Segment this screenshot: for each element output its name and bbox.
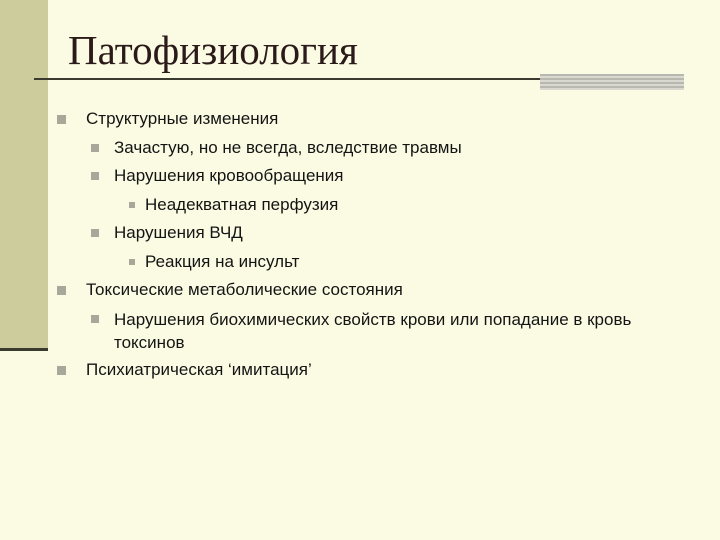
list-item-text: Психиатрическая ‘имитация’ bbox=[86, 360, 312, 379]
list-item bbox=[0, 248, 700, 277]
square-bullet-icon bbox=[57, 286, 66, 295]
square-bullet-icon bbox=[91, 144, 99, 152]
bullet-list bbox=[0, 105, 700, 385]
square-bullet-icon bbox=[129, 259, 135, 265]
title-accent-stripes bbox=[540, 74, 684, 90]
list-item-text: Неадекватная перфузия bbox=[145, 194, 339, 214]
list-item bbox=[0, 219, 674, 248]
list-item bbox=[0, 162, 674, 191]
square-bullet-icon bbox=[91, 229, 99, 237]
list-item-text: Реакция на инсульт bbox=[145, 251, 300, 271]
list-item bbox=[0, 276, 700, 305]
list-item-text: Структурные изменения bbox=[86, 109, 279, 128]
square-bullet-icon bbox=[129, 202, 135, 208]
list-item-text: Токсические метаболические состояния bbox=[86, 280, 403, 299]
list-item-text: Нарушения ВЧД bbox=[114, 223, 243, 242]
square-bullet-icon bbox=[91, 172, 99, 180]
list-item bbox=[0, 305, 674, 357]
square-bullet-icon bbox=[57, 115, 66, 124]
slide-title: Патофизиология bbox=[68, 27, 358, 73]
square-bullet-icon bbox=[91, 315, 99, 323]
square-bullet-icon bbox=[57, 366, 66, 375]
list-item-text: Зачастую, но не всегда, вследствие травмы bbox=[114, 137, 462, 157]
list-item bbox=[0, 105, 700, 134]
list-item bbox=[0, 134, 674, 163]
list-item-text: Нарушения кровообращения bbox=[114, 166, 344, 185]
list-item bbox=[0, 356, 700, 385]
list-item bbox=[0, 191, 700, 220]
list-item-text: Нарушения биохимических свойств крови или попадание в кровь токсинов bbox=[114, 309, 632, 352]
